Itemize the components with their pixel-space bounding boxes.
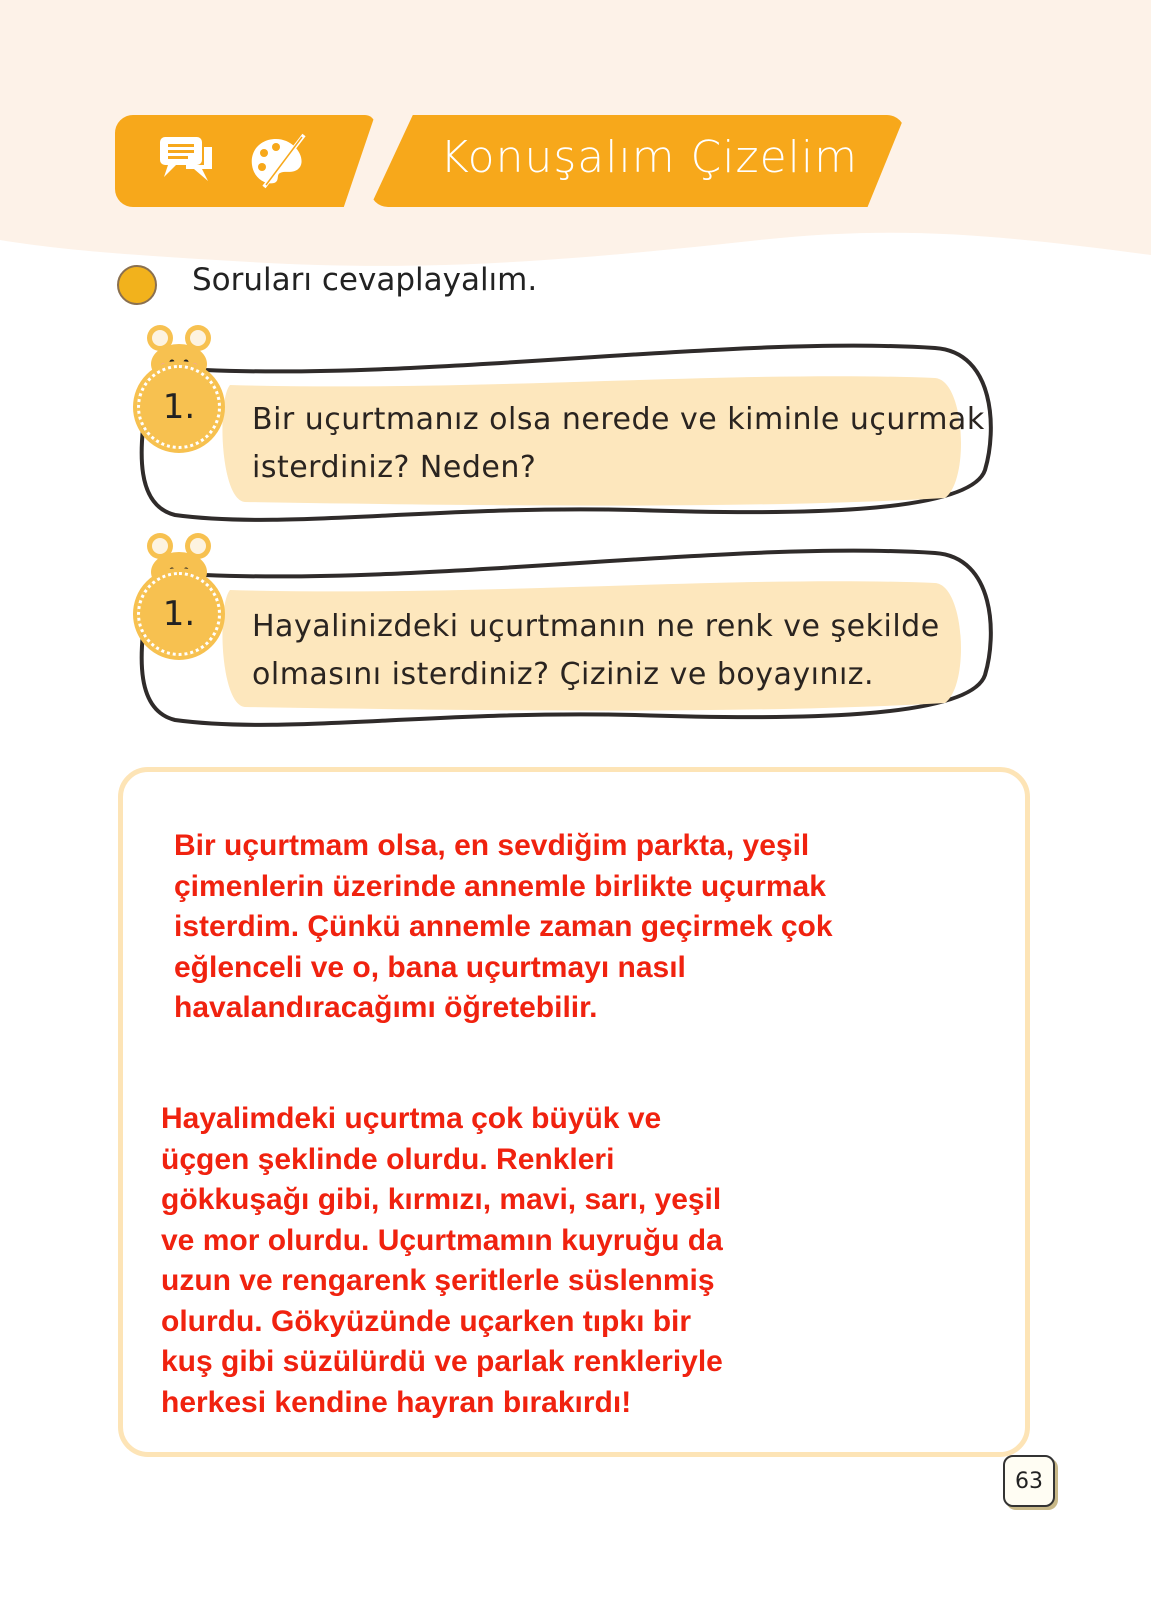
question-number: 1. bbox=[162, 594, 196, 634]
answer-line: uzun ve rengarenk şeritlerle süslenmiş bbox=[161, 1264, 715, 1297]
speech-bubbles-icon bbox=[158, 135, 218, 185]
question-line: Hayalinizdeki uçurtmanın ne renk ve şekilde bbox=[252, 609, 940, 644]
answer-line: ve mor olurdu. Uçurtmamın kuyruğu da bbox=[161, 1223, 723, 1257]
bullet-icon bbox=[117, 265, 157, 305]
answer-line: Hayalimdeki uçurtma çok büyük ve bbox=[161, 1102, 662, 1135]
answer-line: olurdu. Gökyüzünde uçarken tıpkı bir bbox=[161, 1304, 692, 1338]
page-number-text: 63 bbox=[1015, 1468, 1043, 1494]
answer-line: gökkuşağı gibi, kırmızı, mavi, sarı, yeşil bbox=[161, 1183, 722, 1216]
question-number-badge bbox=[137, 572, 221, 656]
answer-line: havalandıracağımı öğretebilir. bbox=[174, 991, 598, 1024]
answer-1 bbox=[174, 826, 833, 1029]
answer-line: eğlenceli ve o, bana uçurtmayı nasıl bbox=[174, 950, 686, 984]
page-title: Konuşalım Çizelim bbox=[440, 132, 858, 183]
page-number bbox=[1003, 1455, 1055, 1507]
answer-line: herkesi kendine hayran bırakırdı! bbox=[161, 1385, 632, 1419]
instruction: Soruları cevaplayalım. bbox=[192, 262, 538, 298]
answer-line: Bir uçurtmam olsa, en sevdiğim parkta, yeşil bbox=[174, 829, 810, 862]
answer-line: kuş gibi süzülürdü ve parlak renkleriyle bbox=[161, 1345, 723, 1378]
question-2-text bbox=[252, 603, 940, 699]
question-1-text bbox=[252, 396, 985, 492]
answer-line: üçgen şeklinde olurdu. Renkleri bbox=[161, 1142, 615, 1176]
question-line: isterdiniz? Neden? bbox=[252, 450, 537, 485]
question-number-badge bbox=[137, 365, 221, 449]
answer-line: çimenlerin üzerinde annemle birlikte uçurmak bbox=[174, 869, 826, 903]
header-icon-tab bbox=[115, 115, 375, 207]
answer-2 bbox=[161, 1099, 723, 1423]
question-line: olmasını isterdiniz? Çiziniz ve boyayınız. bbox=[252, 657, 875, 692]
palette-icon bbox=[248, 133, 308, 189]
answer-line: isterdim. Çünkü annemle zaman geçirmek çok bbox=[174, 910, 833, 943]
question-number: 1. bbox=[162, 387, 196, 427]
question-line: Bir uçurtmanız olsa nerede ve kiminle uçurmak bbox=[252, 402, 985, 437]
